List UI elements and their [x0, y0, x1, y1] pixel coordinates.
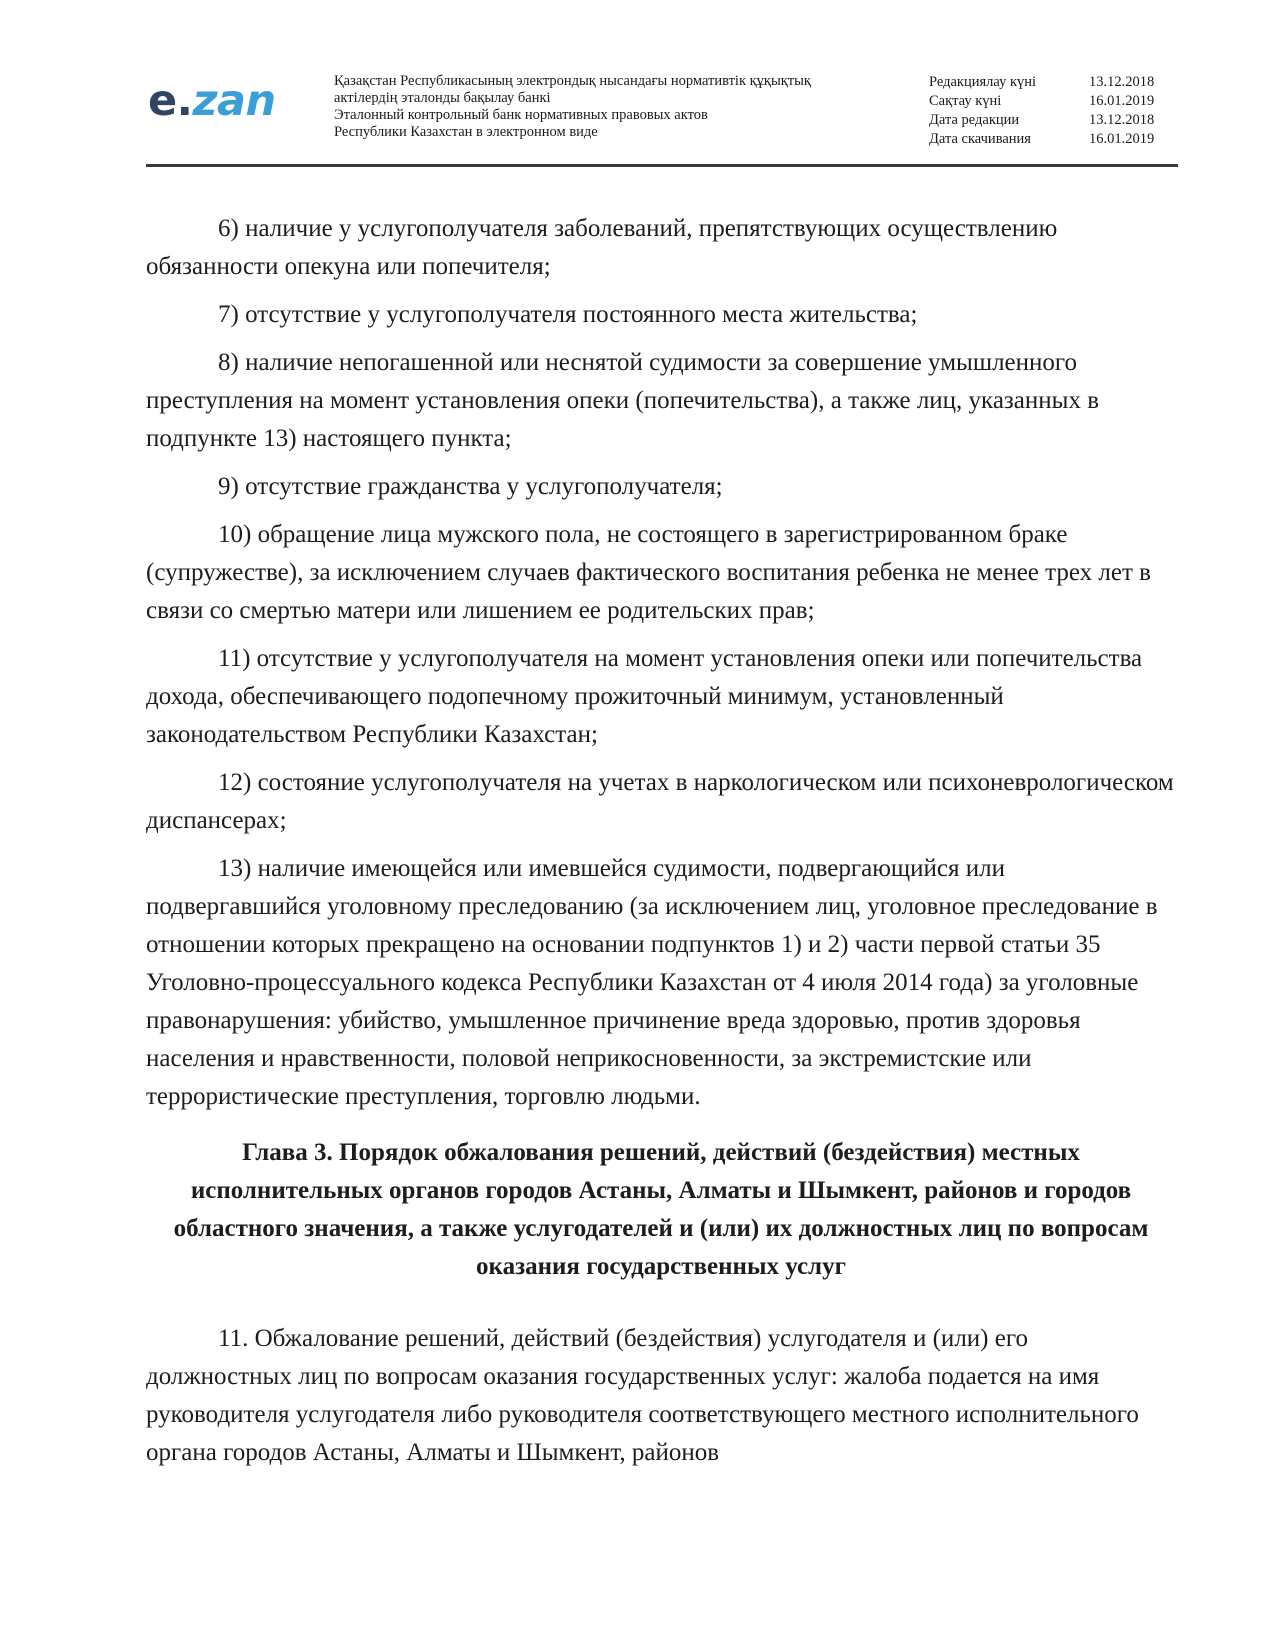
header-meta [929, 73, 1178, 149]
paragraph-12: 12) состояние услугополучателя на учетах в наркологическом или психоневрологическом диспансерах; [146, 769, 1174, 834]
header-line: актілердің эталонды бақылау банкі [334, 90, 551, 106]
meta-row [929, 92, 1178, 111]
paragraph-13: 13) наличие имеющейся или имевшейся судимости, подвергающийся или подвергавшийся уголовному преследованию (за исключением лиц, уголовное преследование в отношении которых прекращено на основании подпунктов 1) и 2) части первой статьи 35 Уголовно-процессуального кодекса Республики Казахстан от 4 июля 2014 года) за уголовные правонарушения: убийство, умышленное причинение вреда здоровью, против здоровья населения и нравственности, половой неприкосновенности, за экстремистские или террористические преступления, торговлю людьми. [146, 855, 1158, 1110]
meta-value: 16.01.2019 [1089, 93, 1155, 109]
meta-label: Редакциялау күні [929, 74, 1037, 90]
meta-label: Дата редакции [929, 112, 1020, 128]
paragraph-6: 6) наличие у услугополучателя заболеваний, препятствующих осуществлению обязанности опекуна или попечителя; [146, 215, 1058, 280]
page-header [146, 68, 1178, 164]
header-line: Эталонный контрольный банк нормативных правовых актов [334, 107, 708, 123]
meta-row [929, 73, 1178, 92]
paragraph-section-11: 11. Обжалование решений, действий (бездействия) услугодателя и (или) его должностных лиц по вопросам оказания государственных услуг: жалоба подается на имя руководителя услугодателя либо руководителя соответствующего местного исполнительного органа городов Астаны, Алматы и Шымкент, районов [146, 1325, 1139, 1466]
meta-label: Сақтау күні [929, 93, 1002, 109]
paragraph-7: 7) отсутствие у услугополучателя постоянного места жительства; [218, 301, 918, 328]
header-line: Қазақстан Республикасының электрондық нысандағы нормативтік құқықтық [334, 73, 811, 89]
header-line: Республики Казахстан в электронном виде [334, 124, 598, 140]
document-body [146, 210, 1176, 1482]
logo-part-1: e. [148, 76, 193, 126]
paragraph-11: 11) отсутствие у услугополучателя на момент установления опеки или попечительства дохода, обеспечивающего подопечному прожиточный минимум, установленный законодательством Республики Казахстан; [146, 645, 1143, 748]
meta-value: 16.01.2019 [1089, 131, 1155, 147]
chapter-heading: Глава 3. Порядок обжалования решений, действий (бездействия) местных исполнительных органов городов Астаны, Алматы и Шымкент, районов и городов областного значения, а также услугодателей и (или) их должностных лиц по вопросам оказания государственных услуг [173, 1139, 1149, 1280]
meta-value: 13.12.2018 [1089, 74, 1155, 90]
paragraph-9: 9) отсутствие гражданства у услугополучателя; [218, 473, 723, 500]
ezan-logo [148, 76, 276, 126]
meta-label: Дата скачивания [929, 131, 1031, 147]
header-description [334, 73, 894, 141]
meta-row [929, 111, 1178, 130]
header-divider [146, 164, 1178, 167]
meta-value: 13.12.2018 [1089, 112, 1155, 128]
paragraph-10: 10) обращение лица мужского пола, не состоящего в зарегистрированном браке (супружестве), за исключением случаев фактического воспитания ребенка не менее трех лет в связи со смертью матери или лишением ее родительских прав; [146, 521, 1151, 624]
paragraph-8: 8) наличие непогашенной или неснятой судимости за совершение умышленного преступления на момент установления опеки (попечительства), а также лиц, указанных в подпункте 13) настоящего пункта; [146, 349, 1100, 452]
logo-part-2: zan [192, 76, 276, 126]
meta-row [929, 130, 1178, 149]
